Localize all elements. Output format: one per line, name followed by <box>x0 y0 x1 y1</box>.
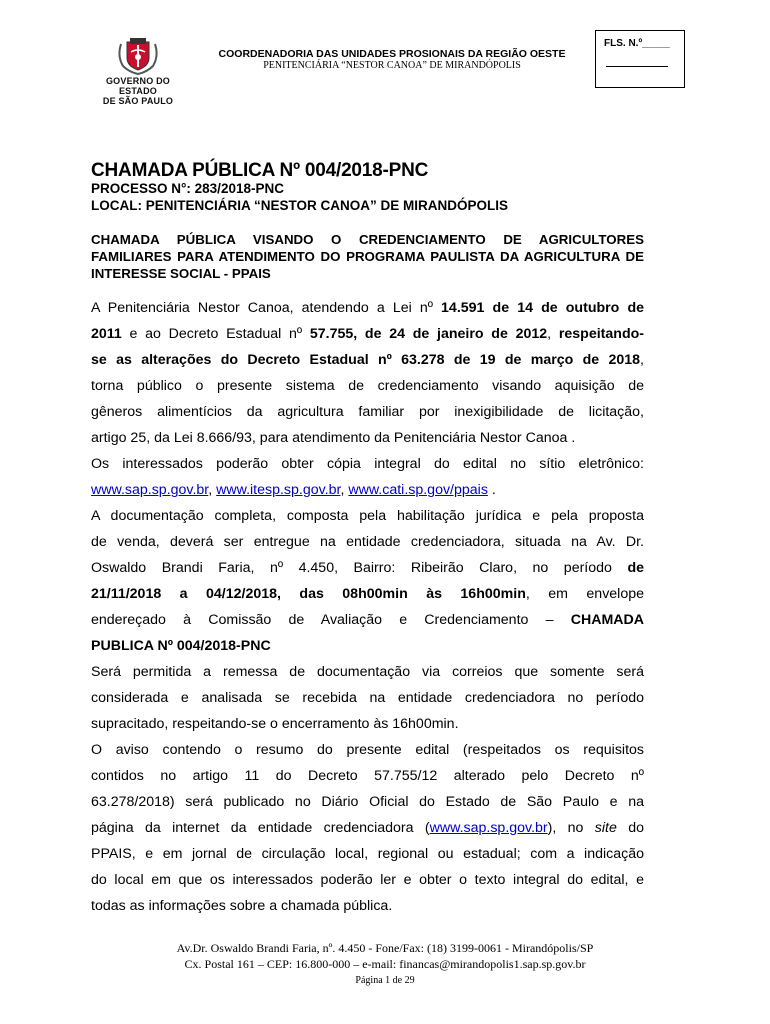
page-number: Página 1 de 29 <box>355 975 415 986</box>
body-line: gêneros alimentícios da agricultura familiar por inexigibilidade de licitação, <box>91 404 644 420</box>
logo-text-line2: DE SÃO PAULO <box>102 96 174 106</box>
org-subtitle: PENITENCIÁRIA “NESTOR CANOA” DE MIRANDÓPOLIS <box>263 60 521 71</box>
body-line: considerada e analisada se recebida na entidade credenciadora no período <box>91 690 644 706</box>
link-cati[interactable]: www.cati.sp.gov/ppais <box>348 482 488 498</box>
link-itesp[interactable]: www.itesp.sp.gov.br <box>216 482 341 498</box>
government-logo <box>86 36 190 106</box>
body-line: PPAIS, e em jornal de circulação local, regional ou estadual; com a indicação <box>91 846 644 862</box>
logo-text-line1: GOVERNO DO ESTADO <box>105 76 170 96</box>
body-line: 63.278/2018) será publicado no Diário Oficial do Estado de São Paulo e na <box>91 794 644 810</box>
body-line: A documentação completa, composta pela habilitação jurídica e pela proposta <box>91 508 644 524</box>
body-line: se as alterações do Decreto Estadual nº 63.278 de 19 de março de 2018, <box>91 352 644 368</box>
document-subject: CHAMADA PÚBLICA VISANDO O CREDENCIAMENTO DE AGRICULTORES FAMILIARES PARA ATENDIMENTO DO PROGRAMA PAULISTA DA AGRICULTURA DE INTERESSE SOCIAL - PPAIS <box>91 232 644 281</box>
body-line: todas as informações sobre a chamada pública. <box>91 898 393 914</box>
body-line: Será permitida a remessa de documentação via correios que somente será <box>91 664 644 680</box>
body-line: artigo 25, da Lei 8.666/93, para atendimento da Penitenciária Nestor Canoa . <box>91 430 576 446</box>
body-line: PUBLICA Nº 004/2018-PNC <box>91 638 271 654</box>
body-line: O aviso contendo o resumo do presente edital (respeitados os requisitos <box>91 742 644 758</box>
body-line: 2011 e ao Decreto Estadual nº 57.755, de 24 de janeiro de 2012, respeitando- <box>91 326 644 342</box>
body-line: de venda, deverá ser entregue na entidade credenciadora, situada na Av. Dr. <box>91 534 644 550</box>
body-line: página da internet da entidade credenciadora (www.sap.sp.gov.br), no site do <box>91 820 644 836</box>
body-line: contidos no artigo 11 do Decreto 57.755/12 alterado pelo Decreto nº <box>91 768 644 784</box>
org-title: COORDENADORIA DAS UNIDADES PROSIONAIS DA REGIÃO OESTE <box>218 48 566 60</box>
body-line: www.sap.sp.gov.br, www.itesp.sp.gov.br, www.cati.sp.gov/ppais . <box>91 482 496 498</box>
fls-label: FLS. N.º_____ <box>604 38 670 49</box>
footer-address: Av.Dr. Oswaldo Brandi Faria, nº. 4.450 - Fone/Fax: (18) 3199-0061 - Mirandópolis/SP <box>176 941 594 955</box>
body-line: Oswaldo Brandi Faria, nº 4.450, Bairro: Ribeirão Claro, no período de <box>91 560 644 576</box>
fls-box <box>595 30 685 88</box>
process-number: PROCESSO N°: 283/2018-PNC <box>91 181 284 196</box>
footer-contact: Cx. Postal 161 – CEP: 16.800-000 – e-mail: financas@mirandopolis1.sap.sp.gov.br <box>184 957 586 971</box>
body-line: do local em que os interessados poderão ler e obter o texto integral do edital, e <box>91 872 644 888</box>
document-local: LOCAL: PENITENCIÁRIA “NESTOR CANOA” DE MIRANDÓPOLIS <box>91 198 509 213</box>
fls-line <box>606 66 668 67</box>
body-line: endereçado à Comissão de Avaliação e Credenciamento – CHAMADA <box>91 612 644 628</box>
body-line: A Penitenciária Nestor Canoa, atendendo a Lei nº 14.591 de 14 de outubro de <box>91 300 644 316</box>
link-sap[interactable]: www.sap.sp.gov.br <box>91 482 209 498</box>
body-line: supracitado, respeitando-se o encerramento às 16h00min. <box>91 716 459 732</box>
body-line: Os interessados poderão obter cópia integral do edital no sítio eletrônico: <box>91 456 644 472</box>
sao-paulo-coat-of-arms-icon <box>115 36 161 76</box>
body-line: torna público o presente sistema de credenciamento visando aquisição de <box>91 378 644 394</box>
document-title: CHAMADA PÚBLICA Nº 004/2018-PNC <box>91 160 429 181</box>
body-line: 21/11/2018 a 04/12/2018, das 08h00min às 16h00min, em envelope <box>91 586 645 602</box>
link-sap-2[interactable]: www.sap.sp.gov.br <box>429 820 548 836</box>
